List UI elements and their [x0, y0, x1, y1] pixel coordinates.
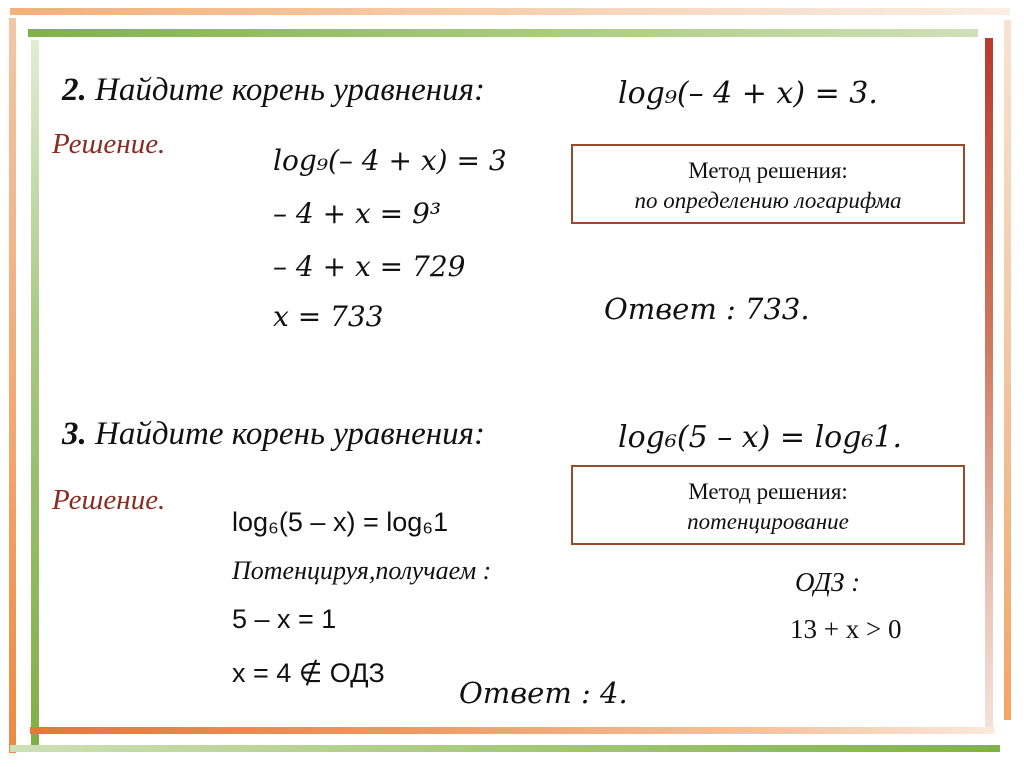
odz-condition: 13 + x > 0 [790, 614, 902, 644]
task3-equation: log₆(5 – x) = log₆1. [618, 420, 903, 455]
frame-bar-left-orange [9, 18, 16, 753]
task2-step-4: x = 733 [273, 300, 384, 333]
task3-prompt: Найдите корень уравнения: [95, 416, 485, 452]
task3-heading [62, 416, 485, 453]
frame-bar-right-orange [1004, 20, 1011, 720]
task3-step-4: x = 4 ∉ ОДЗ [232, 658, 385, 688]
task2-solution-label: Решение. [52, 128, 166, 160]
method2-box [571, 144, 965, 224]
frame-bar-bottom-orange [30, 727, 995, 734]
frame-bar-left-green [31, 40, 39, 752]
task2-step-2: – 4 + x = 9³ [273, 197, 442, 230]
task3-answer: Ответ : 4. [459, 676, 628, 710]
method3-title: Метод решения: [688, 479, 848, 504]
task3-step-2: Потенцируя,получаем : [232, 556, 492, 585]
task2-prompt: Найдите корень уравнения: [95, 72, 485, 108]
odz-label: ОДЗ : [795, 567, 861, 597]
method2-title: Метод решения: [688, 158, 848, 183]
method2-value: по определению логарифма [634, 188, 902, 213]
frame-bar-top-green [28, 29, 978, 37]
task3-step-3: 5 – x = 1 [232, 604, 337, 634]
task3-step-1: log₆(5 – x) = log₆1 [232, 507, 449, 537]
frame-bar-top-orange [10, 8, 1010, 15]
task2-answer: Ответ : 733. [604, 292, 810, 326]
task2-step-1: log₉(– 4 + x) = 3 [273, 144, 507, 177]
task3-number: 3. [62, 416, 87, 452]
task2-equation: log₉(– 4 + x) = 3. [618, 76, 878, 111]
frame-bar-bottom-green [10, 745, 1000, 752]
method3-value: потенцирование [687, 509, 849, 534]
frame-bar-right-red [985, 38, 993, 728]
task3-solution-label: Решение. [52, 484, 166, 516]
method3-box [571, 465, 965, 545]
task2-heading [62, 72, 485, 109]
task2-number: 2. [62, 72, 87, 108]
task2-step-3: – 4 + x = 729 [273, 250, 466, 283]
